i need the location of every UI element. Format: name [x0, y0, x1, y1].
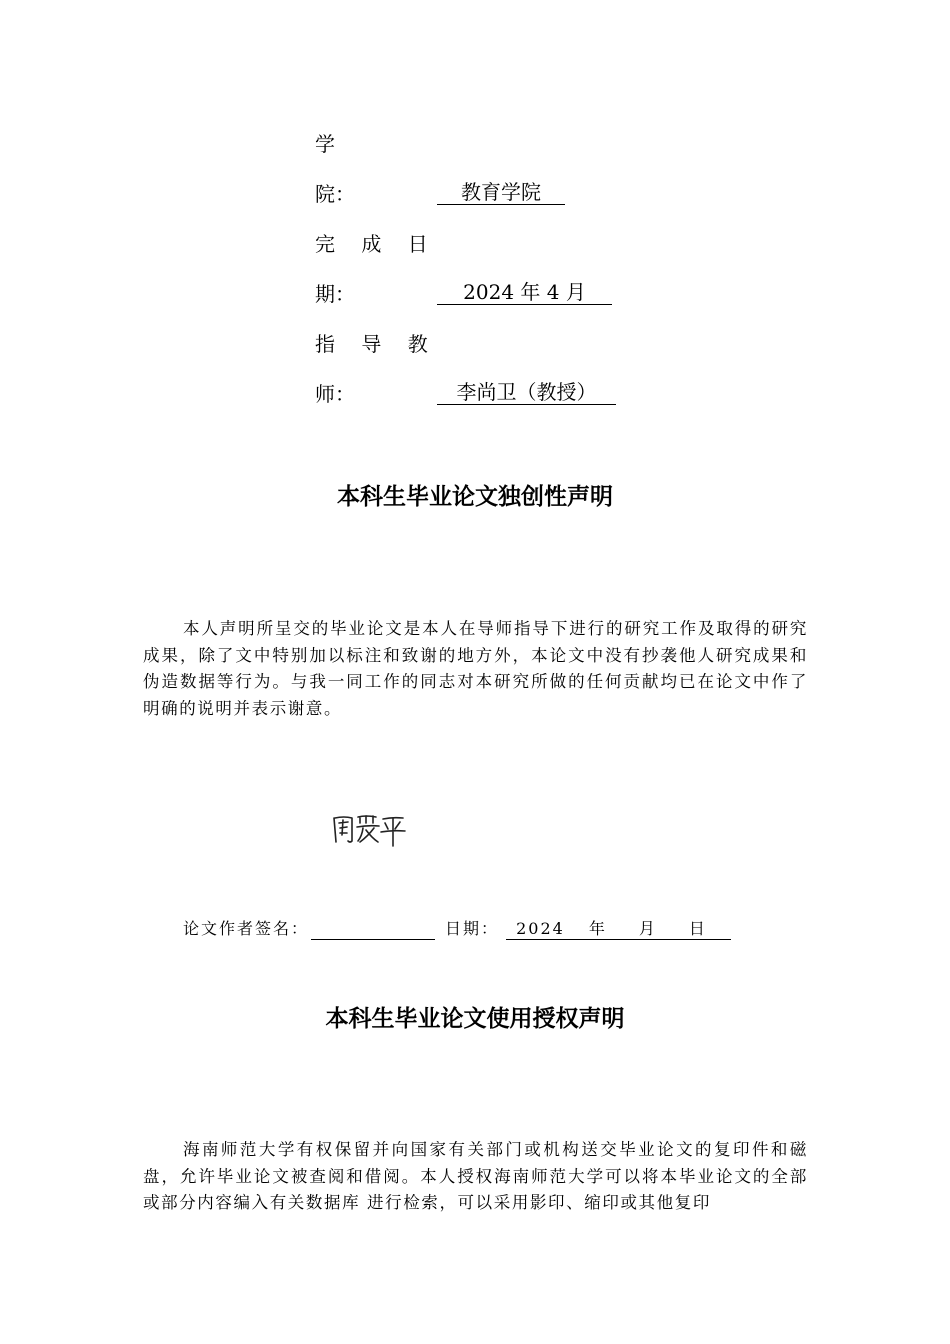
date-fill[interactable]: [506, 916, 731, 940]
date-year: 2024: [516, 919, 565, 938]
authorization-body: 海南师范大学有权保留并向国家有关部门或机构送交毕业论文的复印件和磁盘，允许毕业论文被查阅和借阅。本人授权海南师范大学可以将本毕业论文的全部或部分内容编入有关数据库 进行检索，可以采用影印、缩印或其他复印: [143, 1140, 808, 1212]
date-day-unit: 日: [688, 919, 707, 938]
date-label-bottom: 期：: [315, 282, 355, 306]
originality-title: 本科生毕业论文独创性声明: [337, 484, 613, 510]
college-value: 教育学院: [437, 180, 565, 205]
originality-body: 本人声明所呈交的毕业论文是本人在导师指导下进行的研究工作及取得的研究成果，除了文中特别加以标注和致谢的地方外，本论文中没有抄袭他人研究成果和伪造数据等行为。与我一同工作的同志对本研究所做的任何贡献均已在论文中作了明确的说明并表示谢意。: [143, 619, 808, 718]
advisor-label-top: 指 导 教: [315, 332, 434, 356]
date-label-top: 完 成 日: [315, 232, 434, 256]
advisor-value: 李尚卫（教授）: [437, 380, 616, 405]
date-label: 日期：: [445, 919, 500, 938]
college-label-bottom: 院：: [315, 182, 355, 206]
college-label-top: 学: [315, 132, 335, 156]
signature-blank[interactable]: [311, 919, 435, 940]
advisor-label-bottom: 师：: [315, 382, 355, 406]
date-year-unit: 年: [588, 919, 607, 938]
date-value: 2024 年 4 月: [437, 280, 612, 305]
handwritten-signature: [330, 808, 410, 848]
signature-label: 论文作者签名：: [183, 919, 310, 938]
signature-date-line: [183, 916, 731, 940]
authorization-title: 本科生毕业论文使用授权声明: [325, 1006, 625, 1032]
date-month-unit: 月: [638, 919, 657, 938]
